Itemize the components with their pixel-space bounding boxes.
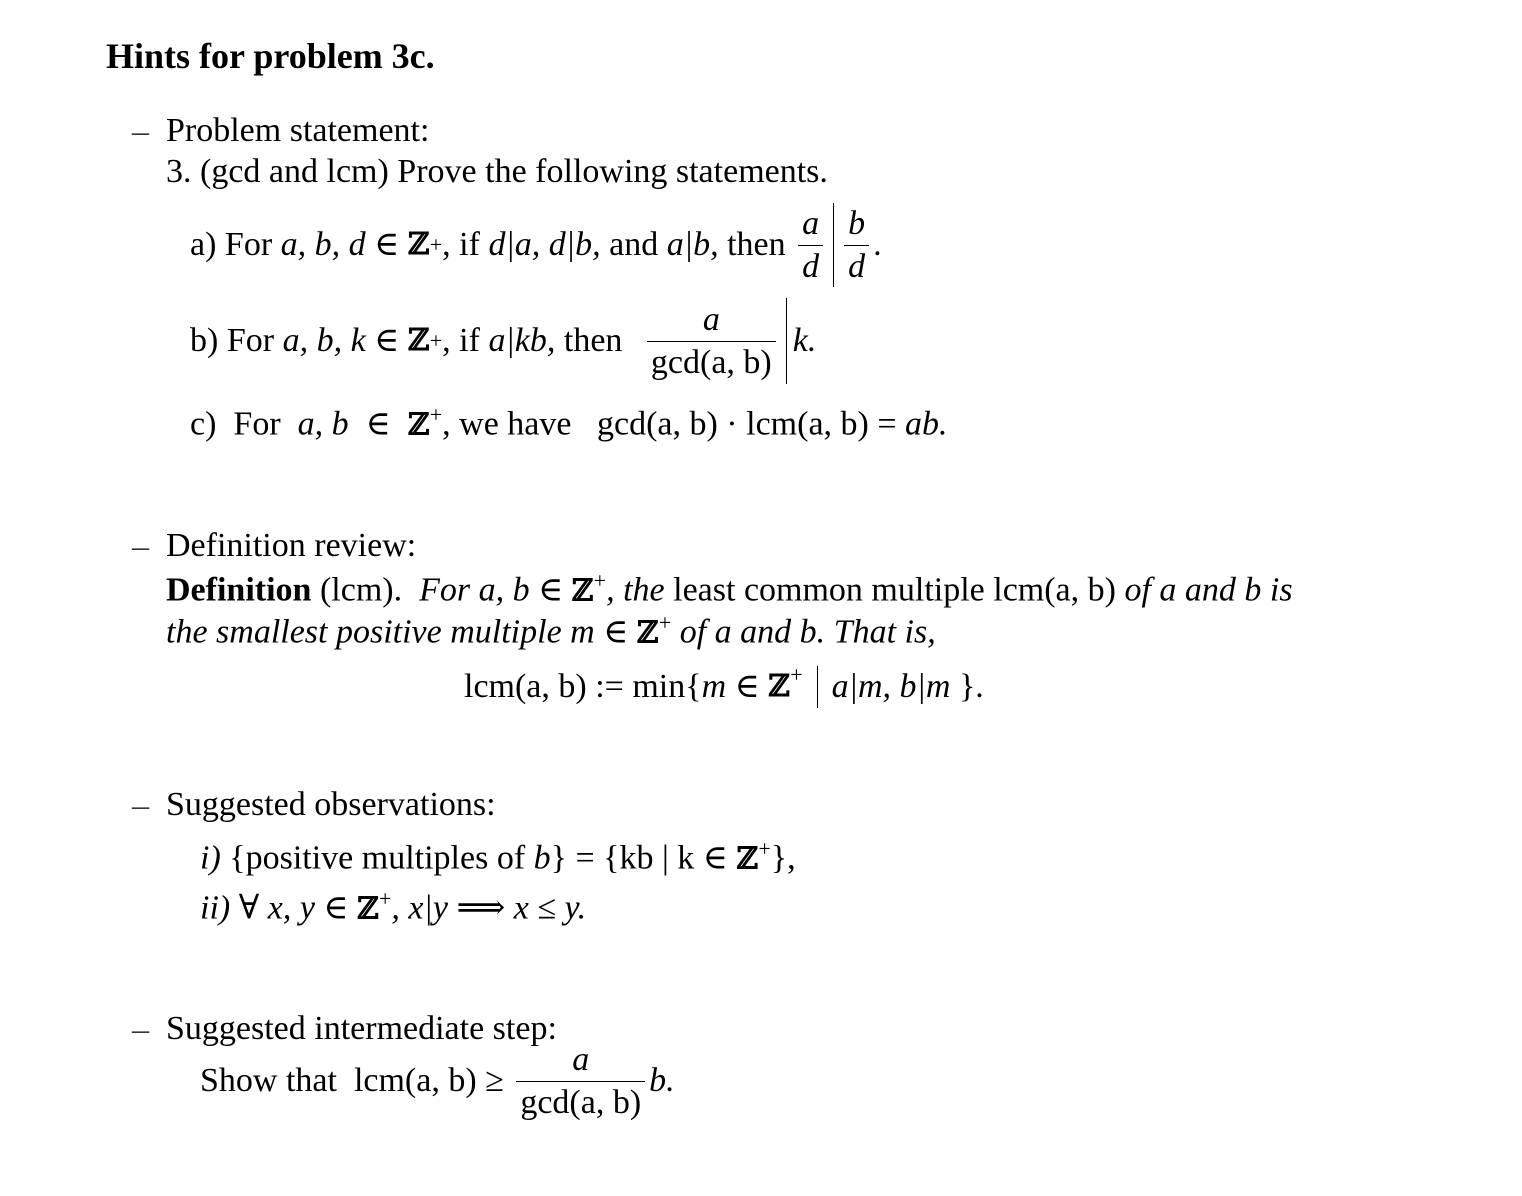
- integers-symbol: ℤ: [636, 615, 659, 651]
- page-title: Hints for problem 3c.: [106, 36, 435, 76]
- plus-superscript: +: [790, 662, 803, 687]
- numerator: a: [702, 300, 720, 338]
- plus-superscript: +: [593, 568, 607, 593]
- element-of-symbol: ∈: [374, 322, 400, 359]
- part-a-text-if: , if: [442, 226, 480, 263]
- element-of-symbol: ∈: [538, 571, 564, 609]
- integers-symbol: ℤ: [407, 323, 430, 358]
- formula-end: }.: [958, 668, 984, 705]
- divides-bar: [786, 298, 787, 384]
- lcm-formula: [464, 664, 984, 710]
- definition-italic-line2-end: of a and b. That is,: [679, 613, 936, 651]
- denominator: d: [798, 245, 823, 284]
- part-b: [190, 296, 816, 386]
- show-that-text: Show that: [200, 1062, 337, 1099]
- observation-i-end: },: [770, 839, 796, 877]
- part-a-text-and: and: [609, 226, 659, 263]
- such-that-bar: [817, 666, 818, 708]
- plus-superscript: +: [379, 886, 392, 911]
- intermediate-step: [200, 1036, 675, 1126]
- definition-roman: least common multiple lcm(a, b): [673, 571, 1116, 609]
- bullet-dash: –: [132, 787, 149, 824]
- fraction-a-over-d: [798, 204, 823, 285]
- period: .: [873, 226, 882, 263]
- part-b-condition: a|kb,: [488, 322, 556, 359]
- numerator: a: [572, 1040, 590, 1078]
- part-c-label: c): [190, 405, 217, 443]
- observation-ii-text: ∀ x, y ∈: [238, 889, 349, 927]
- numerator: a: [802, 204, 820, 242]
- definition-italic-line2: the smallest positive multiple m: [166, 613, 595, 651]
- denominator: d: [844, 245, 869, 284]
- part-a-condition: d|a, d|b,: [488, 226, 601, 263]
- fraction-a-over-gcd: [516, 1040, 645, 1121]
- observation-i-b: b: [533, 839, 551, 877]
- fraction-b-over-d: [844, 204, 869, 285]
- plus-superscript: +: [429, 328, 443, 353]
- part-a-text: For: [224, 226, 273, 263]
- part-c-ab: ab.: [905, 405, 948, 443]
- observation-i: [200, 838, 796, 875]
- integers-symbol: ℤ: [571, 573, 594, 609]
- observation-i-label: i): [200, 839, 221, 877]
- numerator: b: [848, 204, 866, 242]
- element-of-symbol: ∈: [365, 405, 391, 443]
- observation-ii-rest: , x|y ⟹ x ≤ y.: [391, 889, 587, 927]
- fraction-a-over-gcd: [647, 300, 776, 381]
- part-c-vars: a, b: [297, 405, 349, 443]
- section-heading-problem-statement: Problem statement:: [166, 112, 430, 149]
- definition-italic-1: For a, b: [419, 571, 530, 609]
- integers-symbol: ℤ: [357, 891, 379, 927]
- part-c: [190, 404, 948, 441]
- part-c-text: For: [233, 405, 281, 443]
- part-b-text-if: , if: [442, 322, 480, 359]
- intermediate-b: b.: [649, 1062, 675, 1099]
- section-heading-suggested-observations: Suggested observations:: [166, 786, 496, 823]
- denominator: gcd(a, b): [516, 1081, 645, 1120]
- element-of-symbol: ∈: [603, 613, 629, 651]
- element-of-symbol: ∈: [374, 226, 400, 263]
- part-b-label: b): [190, 322, 219, 359]
- element-of-symbol: ∈: [734, 668, 760, 705]
- part-b-text-then: then: [563, 322, 623, 359]
- section-heading-intermediate-step: Suggested intermediate step:: [166, 1010, 557, 1047]
- section-heading-definition-review: Definition review:: [166, 527, 417, 564]
- part-a-vars: a, b, d: [280, 226, 366, 263]
- observation-i-rest: } = {kb | k ∈: [550, 839, 728, 877]
- intermediate-expression: lcm(a, b) ≥: [353, 1062, 504, 1099]
- denominator: gcd(a, b): [647, 341, 776, 380]
- plus-superscript: +: [758, 836, 771, 861]
- part-a: [190, 200, 882, 290]
- part-c-text-we-have: , we have: [442, 405, 572, 443]
- plus-superscript: +: [429, 232, 443, 257]
- part-b-k: k.: [792, 322, 817, 359]
- part-a-label: a): [190, 226, 217, 263]
- formula-right: a|m, b|m: [831, 668, 951, 705]
- part-c-expression: gcd(a, b) · lcm(a, b) =: [596, 405, 897, 443]
- formula-left: lcm(a, b) := min{: [464, 668, 702, 705]
- definition-italic-2: , the: [606, 571, 665, 609]
- problem-intro: 3. (gcd and lcm) Prove the following statements.: [166, 153, 828, 190]
- integers-symbol: ℤ: [407, 407, 430, 443]
- part-b-vars: a, b, k: [282, 322, 366, 359]
- part-a-condition-2: a|b,: [666, 226, 719, 263]
- formula-m: m: [701, 668, 727, 705]
- bullet-dash: –: [132, 113, 149, 150]
- plus-superscript: +: [658, 610, 672, 635]
- integers-symbol: ℤ: [736, 841, 759, 877]
- observation-i-text: {positive multiples of: [229, 839, 526, 877]
- observation-ii: [200, 888, 586, 925]
- integers-symbol: ℤ: [768, 669, 791, 704]
- integers-symbol: ℤ: [407, 227, 430, 262]
- part-b-text: For: [226, 322, 275, 359]
- definition-name: (lcm).: [319, 571, 403, 609]
- bullet-dash: –: [132, 1011, 149, 1048]
- bullet-dash: –: [132, 528, 149, 565]
- observation-ii-label: ii): [200, 889, 231, 927]
- definition-line-1: [166, 570, 1293, 607]
- divides-bar: [833, 203, 834, 287]
- definition-line-2: [166, 612, 936, 649]
- definition-italic-3: of a and b is: [1124, 571, 1293, 609]
- plus-superscript: +: [429, 402, 443, 427]
- part-a-text-then: then: [727, 226, 786, 263]
- definition-word: Definition: [166, 571, 312, 609]
